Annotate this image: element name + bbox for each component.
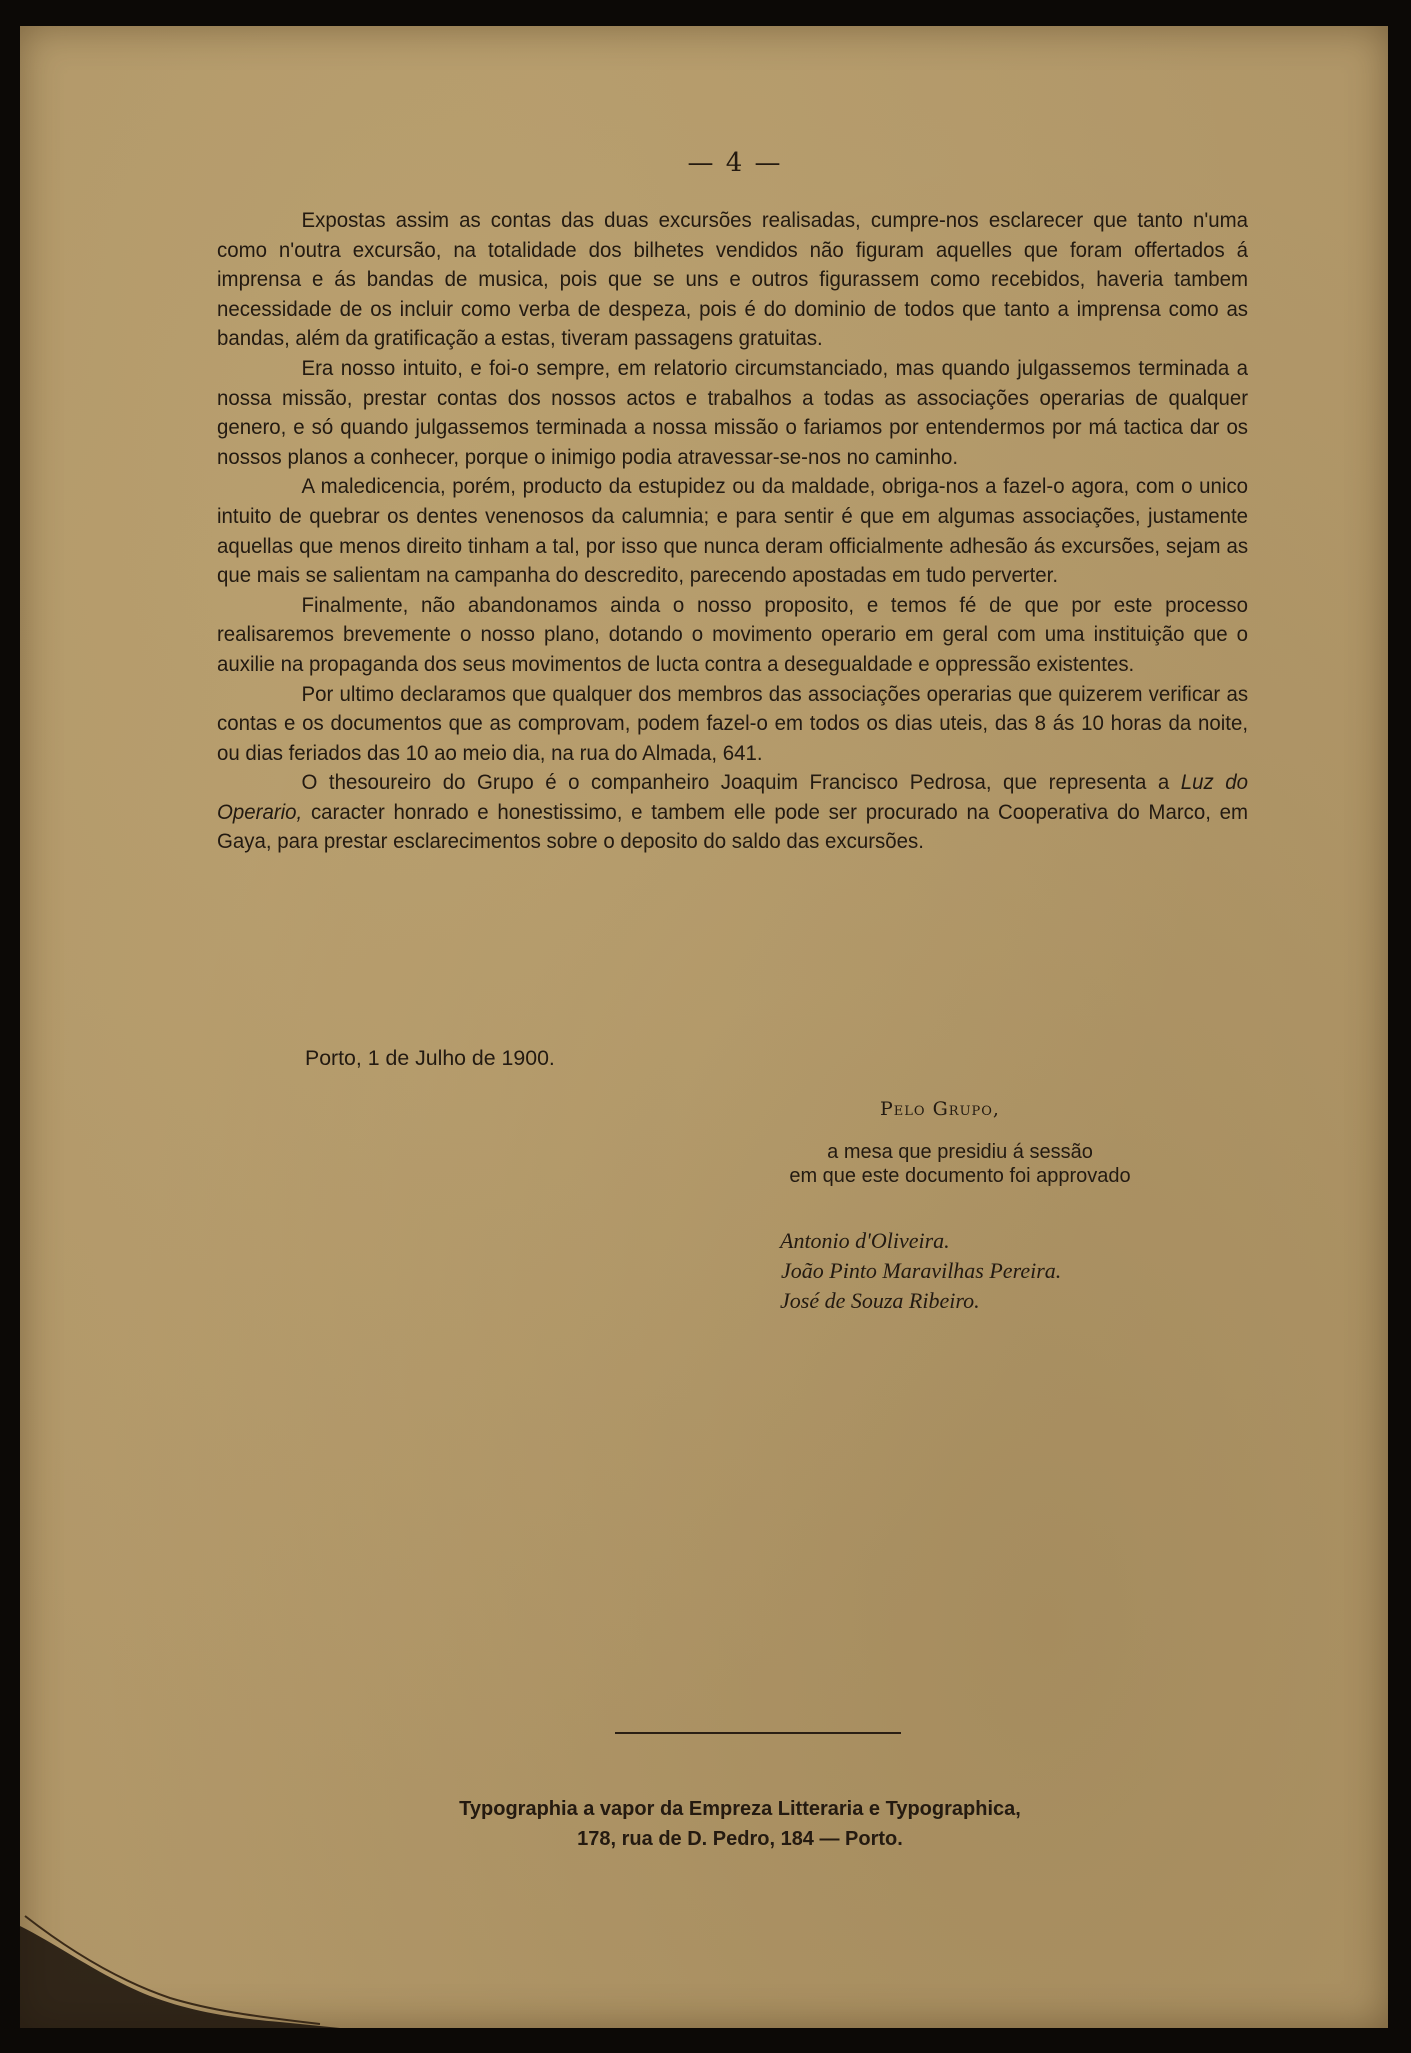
paragraph-slander-response: A maledicencia, porém, producto da estupidez ou da maldade, obriga-nos a fazel-o agora, com o unico intuito de quebrar os dentes venenosos da calumnia; e para sentir é que em algumas associações, justamente aquellas que menos direito tinham a tal, por isso que nunca deram officialmente adhesão ás excursões, sejam as que mais se salientam na campanha do descredito, parecendo apostadas em tudo perverter.: [217, 474, 1249, 588]
imprint-line: 178, rua de D. Pedro, 184 — Porto.: [577, 1828, 903, 1850]
treasurer-text-before: O thesoureiro do Grupo é o companheiro Joaquim Francisco Pedrosa, que representa a: [301, 770, 1181, 795]
paragraph-original-intention: Era nosso intuito, e foi-o sempre, em relatorio circumstanciado, mas quando julgassemos terminada a nossa missão, prestar contas dos nossos actos e trabalhos a todas as associações operarias de qualquer genero, e só quando julgassemos terminada a nossa missão o fariamos por entendermos por má tactica dar os nossos planos a conhecer, porque o inimigo podia atravessar-se-nos no caminho.: [217, 355, 1249, 469]
publication-title: Luz do Operario,: [217, 770, 1249, 824]
paragraph-treasurer: [217, 768, 1248, 857]
approval-line: a mesa que presidiu á sessão: [827, 1141, 1093, 1163]
document-page: [20, 26, 1388, 2028]
body-text: [217, 206, 1248, 857]
page-number: — 4 —: [687, 148, 783, 178]
signing-heading: Pelo Grupo,: [880, 1098, 1000, 1120]
signatories: [780, 1226, 1061, 1316]
torn-corner-crease: [20, 1906, 340, 2028]
paragraph-accounts-clarification: Expostas assim as contas das duas excursões realisadas, cumpre-nos esclarecer que tanto n'uma como n'outra excursão, na totalidade dos bilhetes vendidos não figuram aquelles que foram offertados á imprensa e ás bandas de musica, pois que se uns e outros figurassem como recebidos, haveria tambem necessidade de os incluir como verba de despeza, pois é do dominio de todos que tanto a imprensa como as bandas, além da gratificação a estas, tiveram passagens gratuitas.: [217, 208, 1249, 351]
approval-line: em que este documento foi approvado: [789, 1165, 1131, 1187]
date-line: Porto, 1 de Julho de 1900.: [305, 1046, 555, 1070]
imprint-line: Typographia a vapor da Empreza Litteraria e Typographica,: [459, 1798, 1021, 1820]
signatory-name: João Pinto Maravilhas Pereira.: [781, 1258, 1062, 1283]
paragraph-verification: Por ultimo declaramos que qualquer dos membros das associações operarias que quizerem verificar as contas e os documentos que as comprovam, podem fazel-o em todos os dias uteis, das 8 ás 10 horas da noite, ou dias feriados das 10 ao meio dia, na rua do Almada, 641.: [217, 681, 1249, 765]
signatory-name: Antonio d'Oliveira.: [780, 1228, 950, 1253]
signatory-name: José de Souza Ribeiro.: [780, 1288, 980, 1313]
paragraph-purpose: Finalmente, não abandonamos ainda o nosso proposito, e temos fé de que por este processo realisaremos brevemente o nosso plano, dotando o movimento operario em geral com uma instituição que o auxilie na propaganda dos seus movimentos de lucta contra a desegualdade e oppressão existentes.: [217, 592, 1249, 676]
treasurer-text-after: caracter honrado e honestissimo, e tambem elle pode ser procurado na Cooperativa do Marco, em Gaya, para prestar esclarecimentos sobre o deposito do saldo das excursões.: [217, 799, 1249, 854]
divider-rule: [615, 1732, 901, 1734]
printer-imprint: [390, 1794, 1090, 1854]
approval-note: [720, 1140, 1200, 1188]
